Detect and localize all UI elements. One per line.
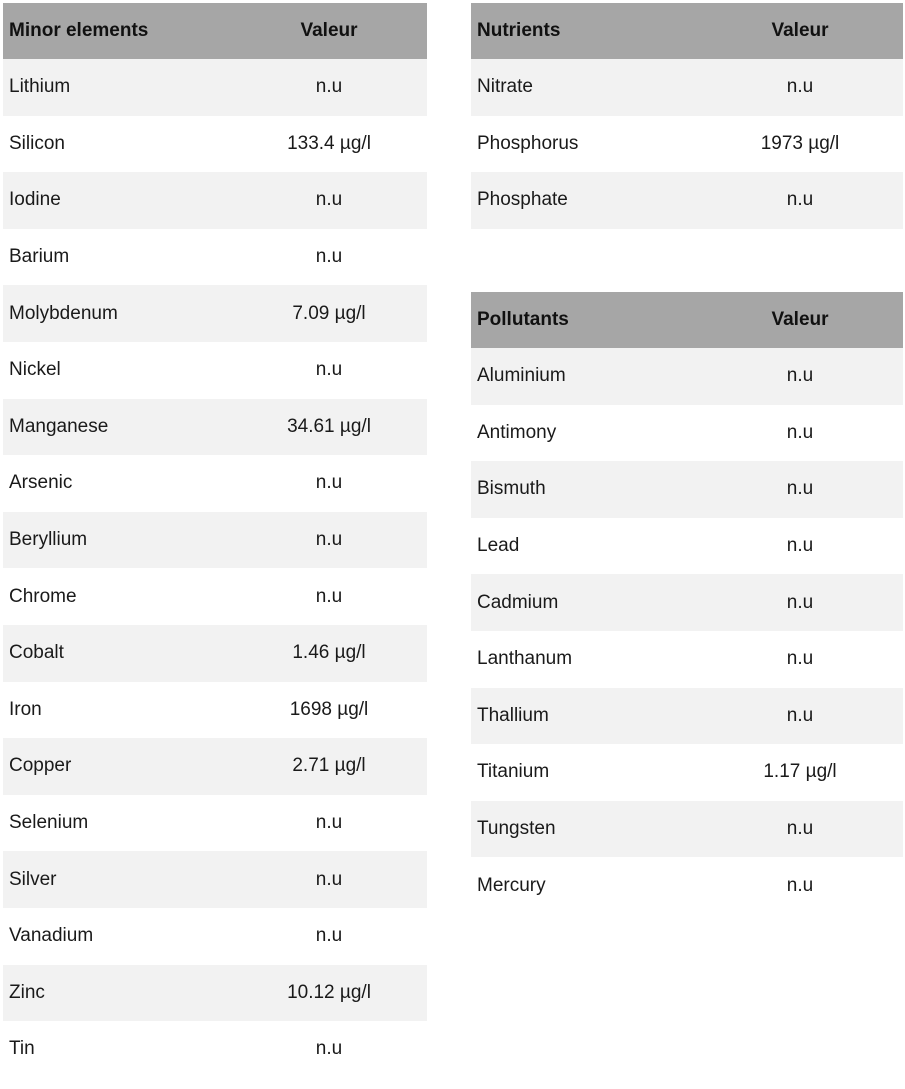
column-header-value: Valeur [697, 3, 903, 59]
element-value: 133.4 µg/l [231, 116, 427, 173]
table-row [3, 908, 427, 965]
table-row [3, 342, 427, 399]
pollutant-value: n.u [697, 857, 903, 914]
element-name: Arsenic [3, 455, 231, 512]
table-row [471, 574, 903, 631]
table-row [3, 455, 427, 512]
table-row [471, 631, 903, 688]
element-name: Iodine [3, 172, 231, 229]
pollutant-name: Bismuth [471, 461, 697, 518]
pollutant-name: Tungsten [471, 801, 697, 858]
pollutant-name: Lead [471, 518, 697, 575]
element-value: n.u [231, 851, 427, 908]
table-row [471, 518, 903, 575]
element-value: 7.09 µg/l [231, 285, 427, 342]
pollutant-name: Aluminium [471, 348, 697, 405]
table-row [471, 172, 903, 229]
element-name: Silver [3, 851, 231, 908]
pollutant-name: Antimony [471, 405, 697, 462]
element-name: Vanadium [3, 908, 231, 965]
table-row [471, 857, 903, 914]
element-value: n.u [231, 512, 427, 569]
element-value: 1.46 µg/l [231, 625, 427, 682]
nutrient-name: Phosphorus [471, 116, 697, 173]
table-row [471, 405, 903, 462]
table-row [3, 1021, 427, 1078]
table-row [3, 59, 427, 116]
table-header-row [3, 3, 427, 59]
pollutant-value: n.u [697, 574, 903, 631]
column-header-value: Valeur [231, 3, 427, 59]
element-value: n.u [231, 455, 427, 512]
element-name: Zinc [3, 965, 231, 1022]
element-name: Copper [3, 738, 231, 795]
table-row [3, 682, 427, 739]
pollutant-value: n.u [697, 518, 903, 575]
table-row [471, 461, 903, 518]
table-row [3, 738, 427, 795]
element-value: n.u [231, 1021, 427, 1078]
pollutant-value: n.u [697, 461, 903, 518]
pollutant-name: Mercury [471, 857, 697, 914]
pollutant-value: n.u [697, 405, 903, 462]
pollutant-value: n.u [697, 801, 903, 858]
table-row [3, 625, 427, 682]
nutrient-name: Phosphate [471, 172, 697, 229]
table-row [471, 348, 903, 405]
table-row [3, 568, 427, 625]
element-value: n.u [231, 908, 427, 965]
nutrient-name: Nitrate [471, 59, 697, 116]
table-row [3, 285, 427, 342]
element-value: n.u [231, 795, 427, 852]
element-name: Silicon [3, 116, 231, 173]
column-header-value: Valeur [697, 292, 903, 348]
element-name: Lithium [3, 59, 231, 116]
table-header-row [471, 3, 903, 59]
table-row [3, 965, 427, 1022]
element-value: n.u [231, 172, 427, 229]
table-row [3, 795, 427, 852]
element-name: Beryllium [3, 512, 231, 569]
nutrients-table [471, 3, 903, 229]
pollutants-table [471, 292, 903, 914]
element-value: n.u [231, 59, 427, 116]
table-row [3, 399, 427, 456]
table-row [471, 688, 903, 745]
nutrient-value: n.u [697, 59, 903, 116]
element-value: 1698 µg/l [231, 682, 427, 739]
table-row [471, 744, 903, 801]
element-name: Nickel [3, 342, 231, 399]
element-value: 10.12 µg/l [231, 965, 427, 1022]
table-row [471, 59, 903, 116]
element-value: n.u [231, 229, 427, 286]
column-header-name: Pollutants [471, 292, 697, 348]
pollutant-name: Titanium [471, 744, 697, 801]
element-value: n.u [231, 568, 427, 625]
table-row [471, 801, 903, 858]
element-name: Manganese [3, 399, 231, 456]
element-name: Barium [3, 229, 231, 286]
element-value: 34.61 µg/l [231, 399, 427, 456]
minor-elements-table [3, 3, 427, 1078]
element-name: Chrome [3, 568, 231, 625]
nutrient-value: n.u [697, 172, 903, 229]
table-row [3, 229, 427, 286]
table-row [3, 116, 427, 173]
element-name: Iron [3, 682, 231, 739]
pollutant-value: n.u [697, 631, 903, 688]
table-header-row [471, 292, 903, 348]
element-name: Molybdenum [3, 285, 231, 342]
table-row [3, 172, 427, 229]
element-name: Tin [3, 1021, 231, 1078]
nutrient-value: 1973 µg/l [697, 116, 903, 173]
element-value: n.u [231, 342, 427, 399]
table-row [471, 116, 903, 173]
pollutant-name: Thallium [471, 688, 697, 745]
element-name: Cobalt [3, 625, 231, 682]
pollutant-value: n.u [697, 348, 903, 405]
table-row [3, 512, 427, 569]
element-value: 2.71 µg/l [231, 738, 427, 795]
element-name: Selenium [3, 795, 231, 852]
pollutant-value: n.u [697, 688, 903, 745]
table-row [3, 851, 427, 908]
pollutant-name: Lanthanum [471, 631, 697, 688]
column-header-name: Minor elements [3, 3, 231, 59]
pollutant-name: Cadmium [471, 574, 697, 631]
column-header-name: Nutrients [471, 3, 697, 59]
pollutant-value: 1.17 µg/l [697, 744, 903, 801]
